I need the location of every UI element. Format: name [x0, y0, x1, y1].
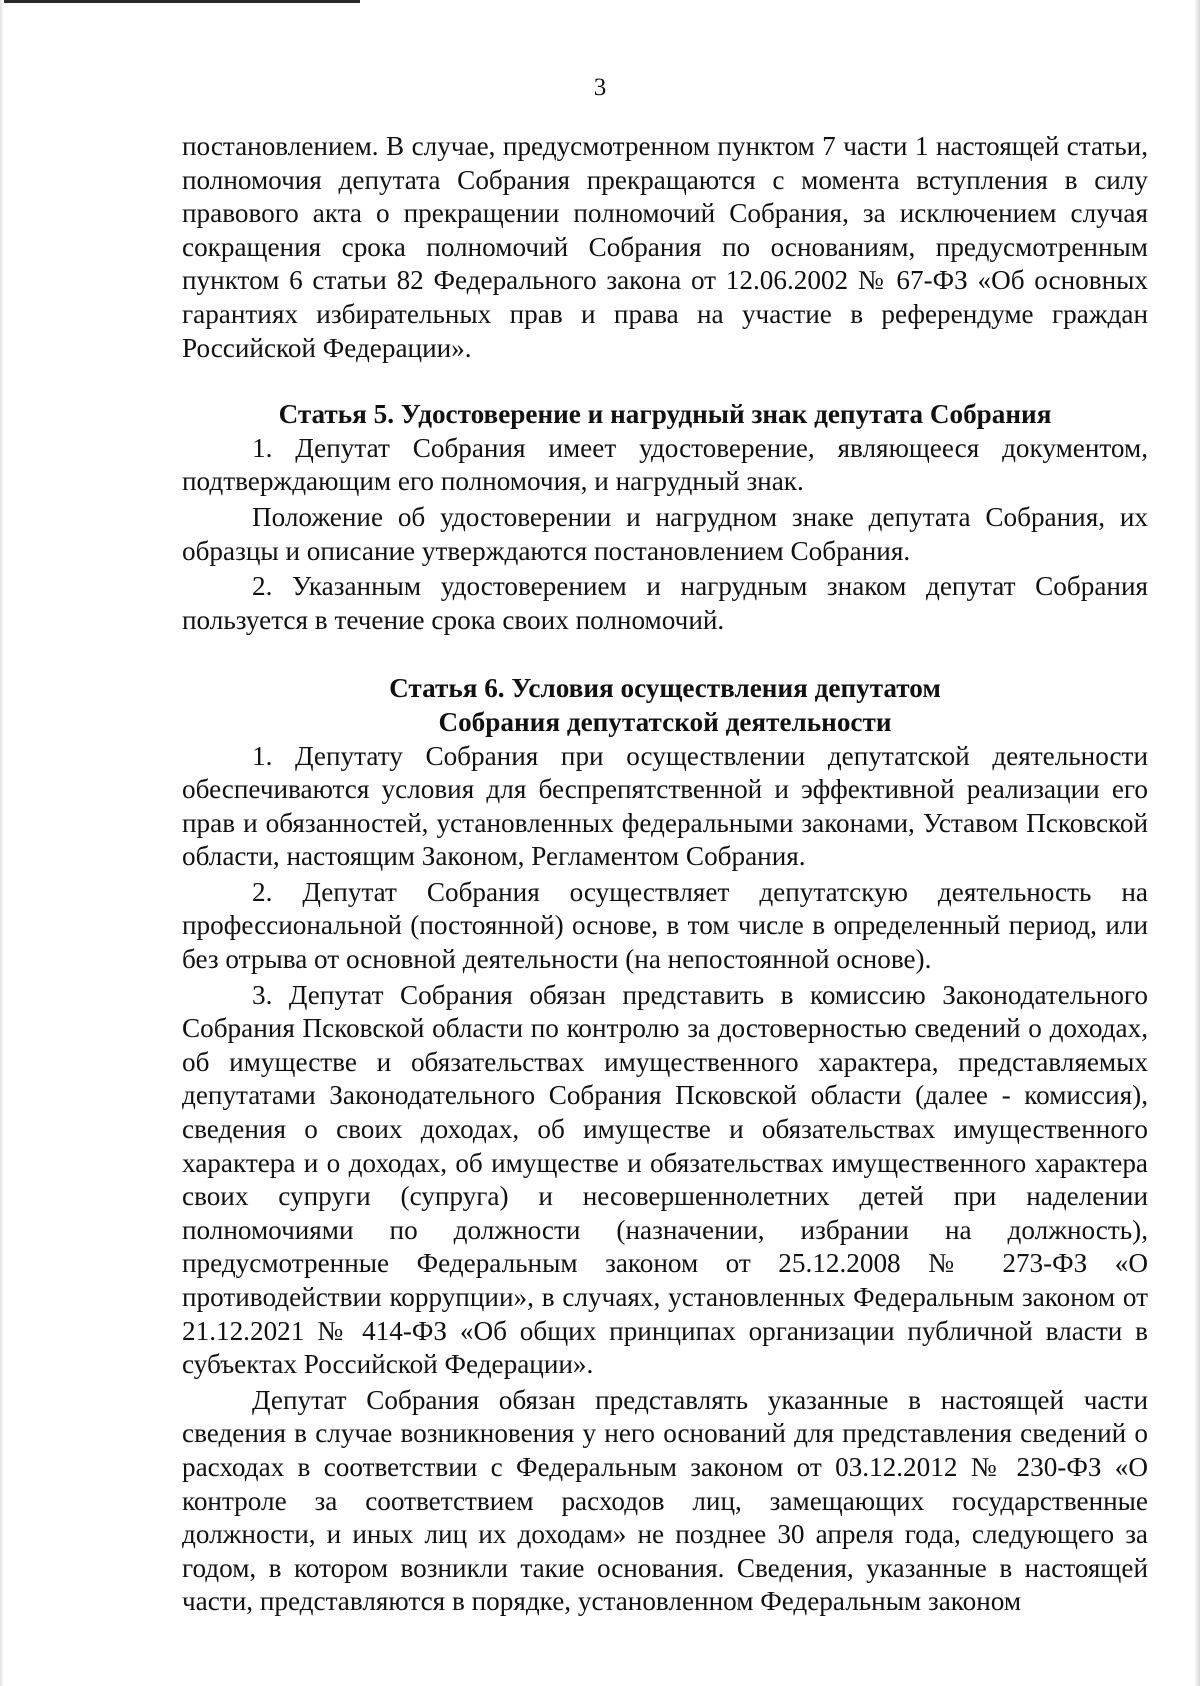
paragraph-continuation: постановлением. В случае, предусмотренном пунктом 7 части 1 настоящей статьи, полномочия депутата Собрания прекращаются с момента вступления в силу правового акта о прекращении полномочий Собрания, за исключением случая сокращения срока полномочий Собрания по основаниям, предусмотренным пунктом 6 статьи 82 Федерального закона от 12.06.2002 № 67-ФЗ «Об основных гарантиях избирательных прав и права на участие в референдуме граждан Российской Федерации».: [182, 131, 1148, 363]
top-scan-rule: [0, 0, 360, 3]
article-6-part-3: 3. Депутат Собрания обязан представить в комиссию Законодательного Собрания Псковской области по контролю за достоверностью сведений о доходах, об имуществе и обязательствах имущественного характера, представляемых депутатами Законодательного Собрания Псковской области (далее - комиссия), сведения о своих доходах, об имуществе и обязательствах имущественного характера и о доходах, об имуществе и обязательствах имущественного характера своих супруги (супруга) и несовершеннолетних детей при наделении полномочиями по должности (назначении, избрании на должность), предусмотренные Федеральным законом от 25.12.2008 № 273-ФЗ «О противодействии коррупции», в случаях, установленных Федеральным законом от 21.12.2021 № 414-ФЗ «Об общих принципах организации публичной власти в субъектах Российской Федерации».: [182, 979, 1148, 1380]
article-6-heading-line-2: Собрания депутатской деятельности: [438, 706, 892, 737]
article-5-heading: Статья 5. Удостоверение и нагрудный знак депутата Собрания: [278, 399, 1052, 430]
article-6-heading-line-1: Статья 6. Условия осуществления депутатом: [389, 673, 941, 704]
article-6-part-3-paragraph-2: Депутат Собрания обязан представлять указанные в настоящей части сведения в случае возникновения у него оснований для представления сведений о расходах в соответствии с Федеральным законом от 03.12.2012 № 230-ФЗ «О контроле за соответствием расходов лиц, замещающих государственные должности, и иных лиц их доходам» не позднее 30 апреля года, следующего за годом, в котором возникли такие основания. Сведения, указанные в настоящей части, представляются в порядке, установленном Федеральным законом: [182, 1384, 1148, 1617]
scan-left-edge: [0, 0, 4, 1686]
article-6-part-1: 1. Депутату Собрания при осуществлении депутатской деятельности обеспечиваются условия для беспрепятственной и эффективной реализации его прав и обязанностей, установленных федеральными законами, Уставом Псковской области, настоящим Законом, Регламентом Собрания.: [182, 740, 1148, 872]
article-5-part-1: 1. Депутат Собрания имеет удостоверение, являющееся документом, подтверждающим его полномочия, и нагрудный знак.: [182, 432, 1148, 497]
article-5-part-2: 2. Указанным удостоверением и нагрудным знаком депутат Собрания пользуется в течение срока своих полномочий.: [182, 571, 1148, 635]
article-5-part-1-paragraph-2: Положение об удостоверении и нагрудном знаке депутата Собрания, их образцы и описание утверждаются постановлением Собрания.: [182, 501, 1148, 566]
document-body: [182, 130, 1148, 1619]
scan-right-edge: [1194, 0, 1200, 1686]
page-number: 3: [593, 74, 607, 101]
article-6-part-2: 2. Депутат Собрания осуществляет депутатскую деятельность на профессиональной (постоянной) основе, в том числе в определенный период, или без отрыва от основной деятельности (на непостоянной основе).: [182, 876, 1148, 975]
